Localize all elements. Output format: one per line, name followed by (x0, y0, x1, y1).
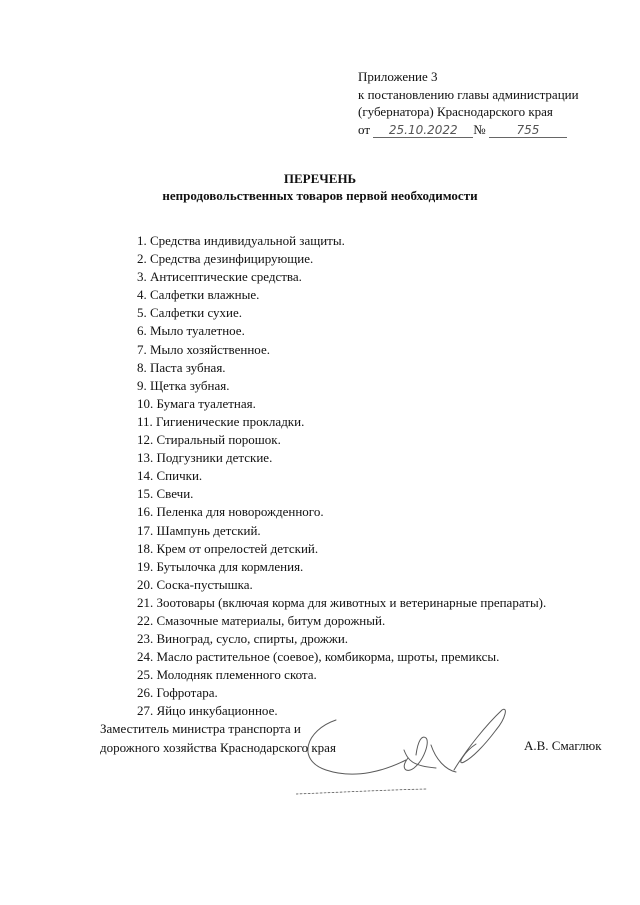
list-item: 25. Молодняк племенного скота. (137, 667, 317, 683)
appendix-number-label: № (473, 121, 486, 137)
list-item: 24. Масло растительное (соевое), комбикорма, шроты, премиксы. (137, 649, 500, 665)
list-item: 18. Крем от опрелостей детский. (137, 540, 319, 556)
list-item: 16. Пеленка для новорожденного. (137, 504, 324, 520)
list-item: 2. Средства дезинфицирующие. (137, 251, 314, 267)
list-item: 10. Бумага туалетная. (137, 395, 256, 411)
list-item: 6. Мыло туалетное. (137, 323, 245, 339)
list-item: 21. Зоотовары (включая корма для животных и ветеринарные препараты). (137, 594, 547, 610)
appendix-from-label: от (358, 121, 371, 137)
list-item: 11. Гигиенические прокладки. (137, 413, 305, 429)
list-item: 20. Соска-пустышка. (137, 576, 253, 592)
list-item: 13. Подгузники детские. (137, 450, 273, 466)
list-item: 1. Средства индивидуальной защиты. (137, 233, 345, 248)
list-item: 5. Салфетки сухие. (137, 305, 243, 321)
list-item: 19. Бутылочка для кормления. (137, 558, 304, 574)
list-item: 26. Гофротара. (137, 685, 218, 701)
goods-list (137, 232, 546, 721)
signatory-position-line: Заместитель министра транспорта и (100, 721, 301, 736)
list-item: 8. Паста зубная. (137, 359, 226, 375)
handwritten-signature (296, 700, 526, 800)
list-item: 17. Шампунь детский. (137, 522, 261, 538)
signatory-position-line: дорожного хозяйства Краснодарского края (100, 740, 336, 755)
appendix-date-line (358, 121, 579, 139)
list-item: 9. Щетка зубная. (137, 377, 230, 393)
list-item: 27. Яйцо инкубационное. (137, 703, 278, 719)
list-item: 23. Виноград, сусло, спирты, дрожжи. (137, 631, 349, 647)
document-title: ПЕРЕЧЕНЬ (283, 171, 357, 186)
list-item: 14. Спички. (137, 468, 203, 484)
list-item: 7. Мыло хозяйственное. (137, 341, 270, 357)
list-item: 12. Стиральный порошок. (137, 432, 281, 448)
list-item: 15. Свечи. (137, 486, 194, 502)
appendix-title: Приложение 3 (358, 69, 438, 84)
list-item: 22. Смазочные материалы, битум дорожный. (137, 612, 386, 628)
appendix-block (358, 68, 579, 138)
appendix-number-handwritten: 755 (489, 124, 567, 138)
document-subtitle: непродовольственных товаров первой необходимости (162, 188, 478, 203)
appendix-date-handwritten: 25.10.2022 (373, 124, 473, 138)
list-item: 4. Салфетки влажные. (137, 287, 260, 303)
list-item: 3. Антисептические средства. (137, 269, 302, 285)
appendix-decree-line: к постановлению главы администрации (358, 86, 579, 102)
appendix-authority-line: (губернатора) Краснодарского края (358, 104, 553, 119)
signatory-name: А.В. Смаглюк (524, 738, 602, 753)
